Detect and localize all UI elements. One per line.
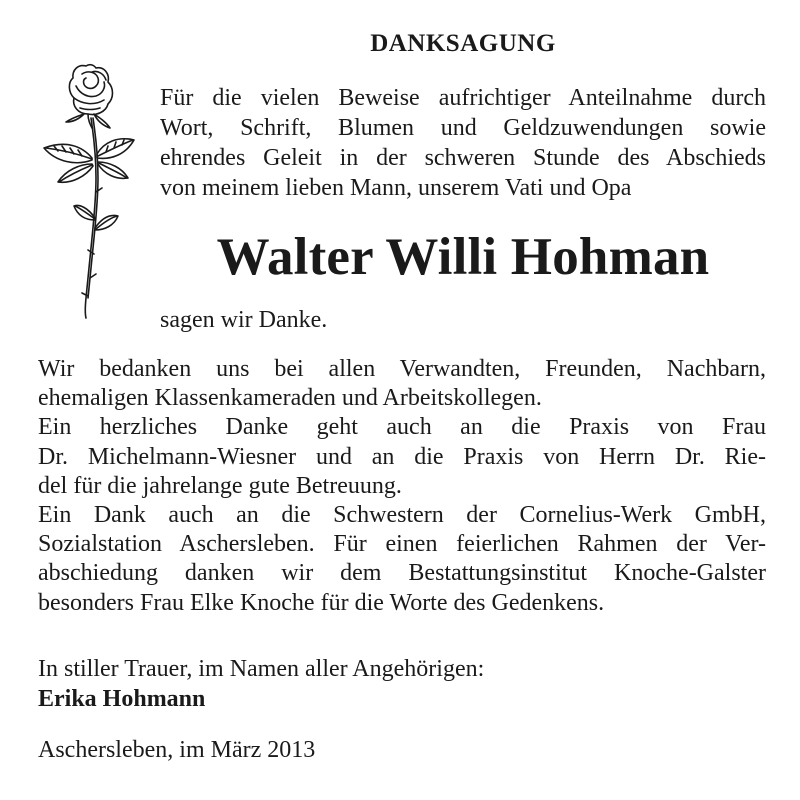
intro-paragraph <box>160 83 766 203</box>
place-date: Aschersleben, im März 2013 <box>38 737 316 763</box>
body-line: del für die jahrelange gute Betreuung. <box>38 472 402 499</box>
intro-line: Für die vielen Beweise aufrichtiger Anteilnahme durch <box>160 85 766 111</box>
deceased-name: Walter Willi Hohman <box>216 228 710 286</box>
signer-name: Erika Hohmann <box>38 686 206 712</box>
intro-line: ehrendes Geleit in der schweren Stunde des Abschieds <box>160 145 766 171</box>
body-line: Dr. Michelmann-Wiesner und an die Praxis von Herrn Dr. Rie- <box>38 443 766 470</box>
intro-line: von meinem lieben Mann, unserem Vati und Opa <box>160 175 632 201</box>
thanks-line: sagen wir Danke. <box>160 307 328 333</box>
body-line: ehemaligen Klassenkameraden und Arbeitskollegen. <box>38 385 542 412</box>
rose-icon <box>38 58 140 320</box>
body-line: besonders Frau Elke Knoche für die Worte des Gedenkens. <box>38 589 605 616</box>
body-line: Ein herzliches Danke geht auch an die Praxis von Frau <box>38 414 766 441</box>
body-line: Sozialstation Aschersleben. Für einen feierlichen Rahmen der Ver- <box>38 531 766 558</box>
mourning-line: In stiller Trauer, im Namen aller Angehörigen: <box>38 656 485 682</box>
body-paragraph <box>38 355 766 618</box>
body-line: Ein Dank auch an die Schwestern der Cornelius-Werk GmbH, <box>38 502 766 529</box>
body-line: abschiedung danken wir dem Bestattungsinstitut Knoche-Galster <box>38 560 766 587</box>
intro-line: Wort, Schrift, Blumen und Geldzuwendungen sowie <box>160 115 766 141</box>
notice-heading: DANKSAGUNG <box>370 30 556 57</box>
body-line: Wir bedanken uns bei allen Verwandten, Freunden, Nachbarn, <box>38 356 766 382</box>
